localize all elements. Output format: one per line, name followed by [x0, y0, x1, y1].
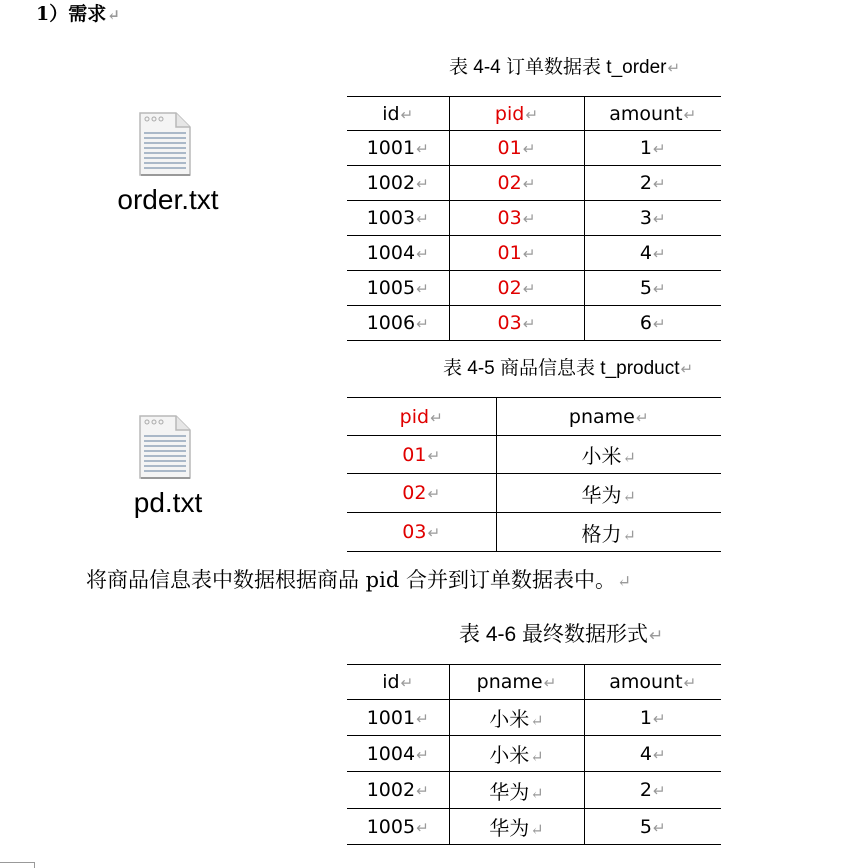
section-heading: 1）需求↵ — [36, 3, 120, 25]
paragraph-mark-icon: ↵ — [107, 6, 120, 24]
table-row: 1005↵ 华为↵ 5↵ — [347, 809, 721, 845]
table-header-row — [347, 665, 721, 700]
header-cell: id↵ — [347, 665, 449, 700]
order-file-label: order.txt — [117, 184, 219, 215]
pd-file[interactable] — [136, 414, 194, 485]
text-file-icon — [136, 111, 194, 177]
table-row: 03↵ 格力↵ — [347, 513, 721, 552]
table-row: 1006↵ 03↵ 6↵ — [347, 306, 721, 341]
table-row: 01↵ 小米↵ — [347, 436, 721, 474]
header-cell: id↵ — [347, 97, 449, 131]
table-row: 1004↵ 小米↵ 4↵ — [347, 736, 721, 772]
table-row: 1003↵ 03↵ 3↵ — [347, 201, 721, 236]
text-file-icon — [136, 414, 194, 480]
table-row: 02↵ 华为↵ — [347, 474, 721, 513]
table-header-row — [347, 97, 721, 131]
header-cell: amount↵ — [584, 665, 721, 700]
table-row: 1002↵ 华为↵ 2↵ — [347, 772, 721, 809]
table-header-row — [347, 398, 721, 436]
result-table-caption: 表 4-6 最终数据形式↵ — [459, 623, 664, 646]
header-cell: amount↵ — [584, 97, 721, 131]
header-cell: pid↵ — [347, 398, 496, 436]
order-table-caption: 表 4-4 订单数据表 t_order↵ — [449, 57, 681, 78]
result-table — [347, 664, 721, 845]
header-cell: pid↵ — [449, 97, 584, 131]
header-cell: pname↵ — [496, 398, 721, 436]
table-row: 1002↵ 02↵ 2↵ — [347, 166, 721, 201]
page-corner-mark — [0, 862, 35, 868]
header-cell: pname↵ — [449, 665, 584, 700]
table-row: 1005↵ 02↵ 5↵ — [347, 271, 721, 306]
order-file[interactable] — [136, 111, 194, 182]
product-table-caption: 表 4-5 商品信息表 t_product↵ — [443, 358, 694, 379]
table-row: 1004↵ 01↵ 4↵ — [347, 236, 721, 271]
pd-file-label: pd.txt — [133, 487, 203, 518]
product-table — [347, 397, 721, 552]
table-row: 1001↵ 小米↵ 1↵ — [347, 700, 721, 736]
body-paragraph: 将商品信息表中数据根据商品 pid 合并到订单数据表中。↵ — [86, 568, 632, 592]
order-table — [347, 96, 721, 341]
table-row: 1001↵ 01↵ 1↵ — [347, 131, 721, 166]
